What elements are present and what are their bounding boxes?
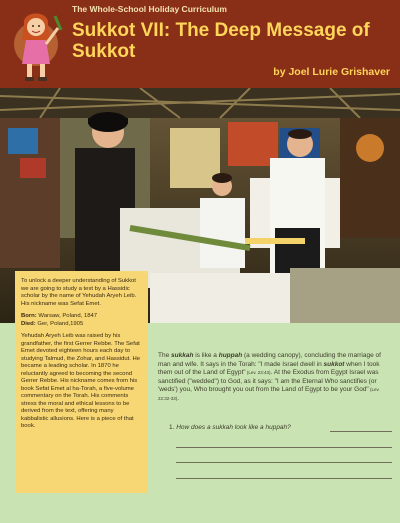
citation: (Lev. 22:32-33) — [158, 387, 380, 401]
born-value: Warsaw, Poland, 1847 — [38, 313, 98, 319]
sidebar-intro: To unlock a deeper understanding of Sukkot we are going to study a text by a Hassidic scholar by the name of Yehudah Aryeh Leib. His nickname was Sefat Emet. — [21, 278, 137, 307]
answer-line[interactable] — [176, 462, 392, 463]
question-text: How does a sukkah look like a huppah? — [176, 424, 291, 431]
header-banner — [0, 0, 400, 88]
died-value: Ger, Poland,1905 — [37, 320, 84, 327]
text-run: . — [177, 394, 180, 402]
text-run: is like a — [193, 352, 219, 359]
text-run: when I took them out of the Land of Egypt" — [158, 360, 380, 377]
term-sukkot: sukkot — [323, 360, 345, 368]
question-number: 1. — [169, 424, 175, 431]
died-label: Died: — [21, 320, 36, 327]
main-paragraph — [158, 352, 390, 404]
answer-line[interactable] — [176, 478, 392, 479]
text-run: (a wedding canopy), concluding the marriage of man and wife. It says in the Torah: "I made Israel dwell in — [158, 352, 381, 368]
curriculum-label: The Whole-School Holiday Curriculum — [72, 4, 227, 14]
sidebar-box — [15, 271, 148, 493]
question-1 — [169, 424, 291, 431]
born-line — [21, 313, 142, 321]
citation: (Lev. 23:43) — [245, 370, 271, 376]
girl-mascot-icon — [6, 6, 66, 84]
born-label: Born: — [21, 313, 37, 319]
term-sukkah: sukkah — [171, 352, 194, 359]
author-byline: by Joel Lurie Grishaver — [273, 66, 390, 78]
term-huppah: huppah — [218, 352, 243, 359]
text-run: The — [158, 352, 172, 359]
died-line — [21, 321, 142, 329]
answer-line[interactable] — [330, 431, 392, 432]
answer-line[interactable] — [176, 447, 392, 448]
sidebar-biography: Yehudah Aryeh Leib was raised by his grandfather, the first Gerrer Rebbe. The Sefat Emet devoted eighteen hours each day to studying Talmud, the Zohar, and Hassidut. He became a leading scholar. In 1870 he reluctantly agreed to becoming the second Gerrer Rebbe. His nickname comes from his book Sefat Emet al ha-Torah, a five-volume commentary on the Torah. His comments stress the moral and ethical lessons to be derived from the text, offering many kabbalistic allusions. Here is a piece of that book. — [21, 333, 141, 429]
page-title: Sukkot VII: The Deep Message of Sukkot — [72, 20, 370, 62]
text-run: . At the Exodus from Egypt Israel was sanctified ("wedded") to God, as it says: "I am the Eternal Who sanctifies (or 'weds') you, Who brought you out from the Land of Egypt to be your God" — [158, 369, 379, 394]
